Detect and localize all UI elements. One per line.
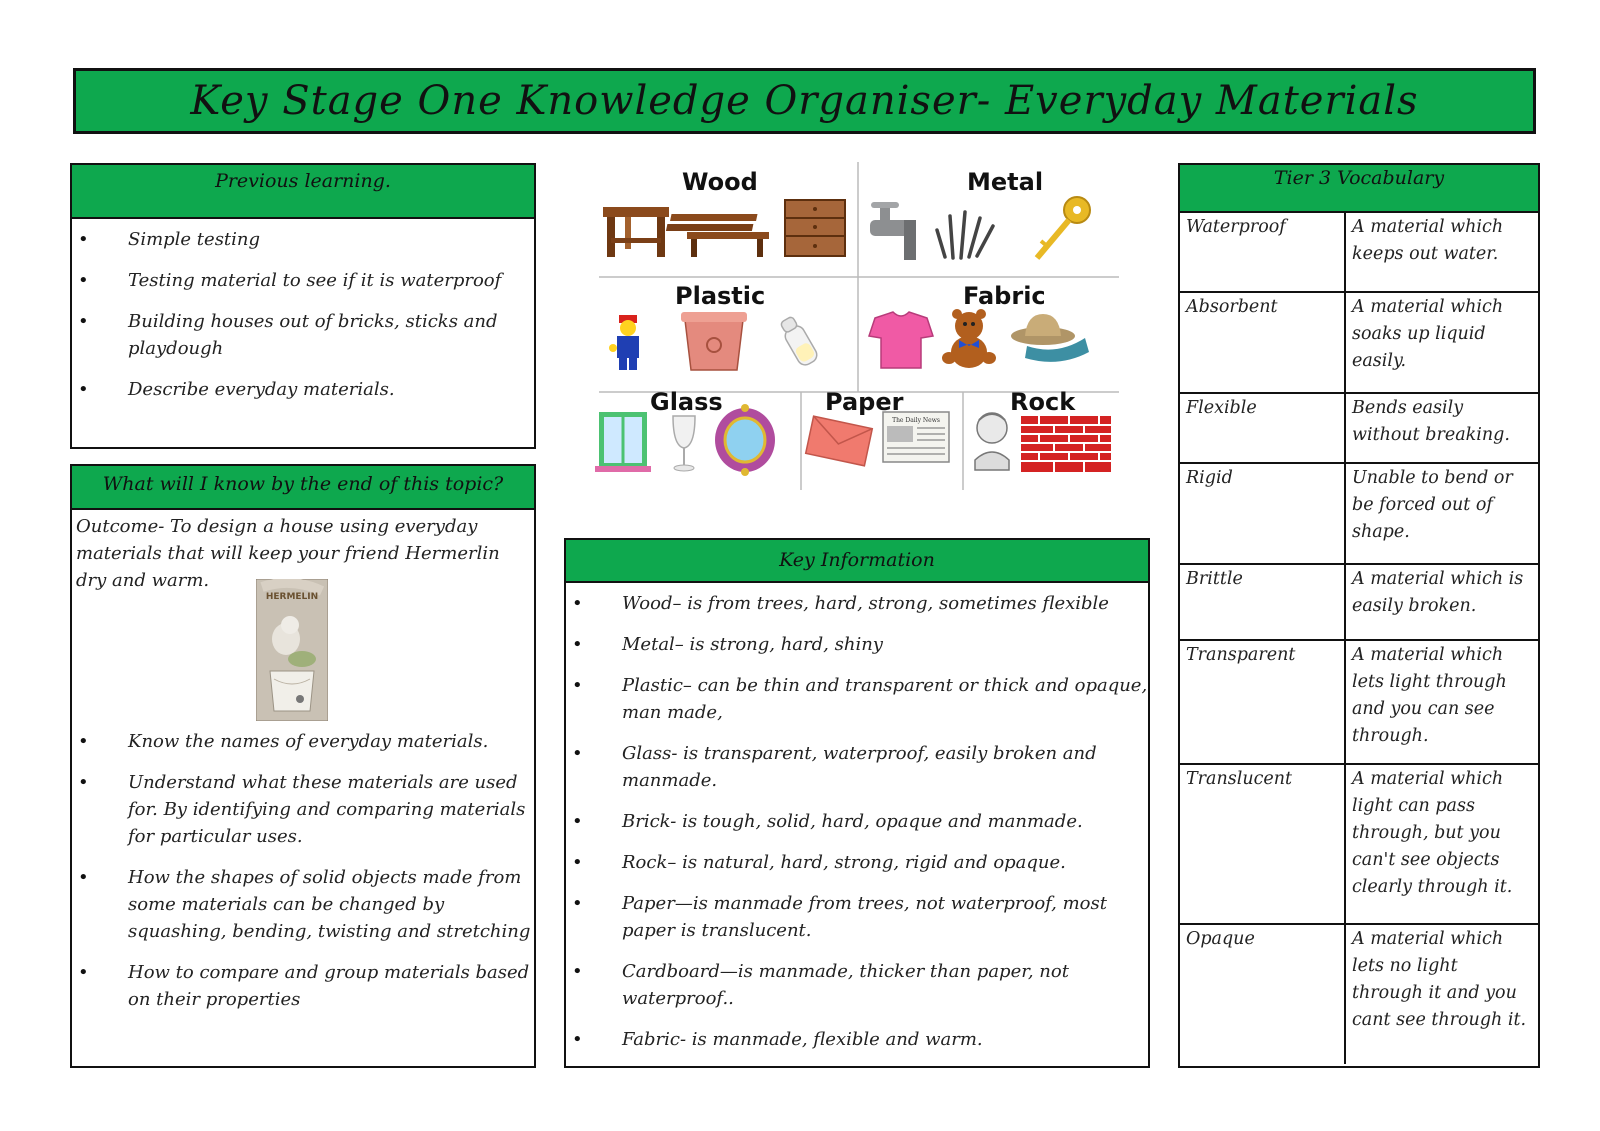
- metal-nails-icon: [937, 212, 993, 258]
- list-item: • Glass- is transparent, waterproof, easily broken and manmade.: [566, 740, 1148, 794]
- fabric-tshirt-icon: [869, 312, 933, 368]
- fabric-label: Fabric: [963, 282, 1046, 310]
- page-title: Key Stage One Knowledge Organiser- Everyday Materials: [190, 78, 1419, 124]
- vocab-definition: A material which keeps out water.: [1352, 217, 1504, 264]
- metal-tap-icon: [870, 202, 916, 260]
- vocab-term: Transparent: [1180, 640, 1345, 764]
- wood-bench-icon: [666, 214, 769, 257]
- vocab-definition: Bends easily without breaking.: [1345, 393, 1538, 463]
- glass-mirror-icon: [715, 404, 775, 476]
- rock-label: Rock: [1010, 388, 1076, 416]
- table-row: [1180, 564, 1538, 640]
- glass-wineglass-icon: [673, 416, 695, 471]
- vocabulary-panel: [1178, 163, 1540, 1068]
- list-item: • Cardboard—is manmade, thicker than paper, not waterproof..: [566, 958, 1148, 1012]
- list-item: • Brick- is tough, solid, hard, opaque and manmade.: [566, 808, 1148, 835]
- table-row: [1180, 213, 1538, 292]
- vocab-term: Flexible: [1180, 393, 1345, 463]
- know-by-end-panel: [70, 464, 536, 1068]
- list-item: • Building houses out of bricks, sticks and playdough: [72, 308, 534, 362]
- fabric-hat-scarf-icon: [1011, 314, 1089, 362]
- glass-label: Glass: [650, 388, 723, 416]
- list-item: • How to compare and group materials based on their properties: [72, 959, 534, 1013]
- paper-envelope-icon: [806, 416, 873, 466]
- know-by-end-heading: What will I know by the end of this topic?: [72, 466, 534, 510]
- materials-grid-lines: [595, 160, 1125, 490]
- rock-bust-icon: [975, 413, 1009, 470]
- list-item: • Understand what these materials are used for. By identifying and comparing materials for particular uses.: [72, 769, 534, 850]
- plastic-bin-icon: [681, 312, 747, 370]
- vocab-definition: A material which lets light through and you can see through.: [1345, 640, 1538, 764]
- list-item: • Plastic– can be thin and transparent or thick and opaque, man made,: [566, 672, 1148, 726]
- plastic-label: Plastic: [675, 282, 766, 310]
- vocab-term: Waterproof: [1180, 213, 1345, 292]
- plastic-bottle-icon: [777, 314, 819, 367]
- list-item: • Know the names of everyday materials.: [72, 728, 534, 755]
- vocab-term: Translucent: [1180, 764, 1345, 924]
- key-information-panel: [564, 538, 1150, 1068]
- rock-bricks-icon: [1021, 416, 1111, 472]
- vocab-definition: A material which lets no light through it and you cant see through it.: [1345, 924, 1538, 1064]
- list-item: • Rock– is natural, hard, strong, rigid and opaque.: [566, 849, 1148, 876]
- table-row: [1180, 292, 1538, 393]
- vocab-term: Absorbent: [1180, 292, 1345, 393]
- wood-label: Wood: [682, 168, 758, 196]
- vocab-term: Brittle: [1180, 564, 1345, 640]
- list-item: • Metal– is strong, hard, shiny: [566, 631, 1148, 658]
- newspaper-title: The Daily News: [892, 417, 940, 424]
- key-information-list: [566, 583, 1148, 1053]
- list-item: • Wood– is from trees, hard, strong, sometimes flexible: [566, 590, 1148, 617]
- previous-learning-list: [72, 219, 534, 403]
- vocabulary-heading: Tier 3 Vocabulary: [1180, 165, 1538, 213]
- hermelin-book-image: [256, 579, 328, 721]
- vocab-definition: A material which soaks up liquid easily.: [1345, 292, 1538, 393]
- vocab-definition: A material which is easily broken.: [1345, 564, 1538, 640]
- list-item: • How the shapes of solid objects made from some materials can be changed by squashing, bending, twisting and stretching: [72, 864, 534, 945]
- paper-newspaper-icon: [883, 412, 949, 462]
- list-item: • Paper—is manmade from trees, not waterproof, most paper is translucent.: [566, 890, 1148, 944]
- title-banner: [73, 68, 1536, 134]
- wood-table-icon: [603, 207, 669, 257]
- vocab-term: Rigid: [1180, 463, 1345, 564]
- metal-key-icon: [1037, 197, 1090, 258]
- table-row: [1180, 393, 1538, 463]
- wood-dresser-icon: [785, 200, 845, 256]
- metal-label: Metal: [967, 168, 1044, 196]
- vocab-definition: Unable to bend or be forced out of shape.: [1345, 463, 1538, 564]
- hermelin-title: HERMELIN: [265, 592, 319, 602]
- list-item: • Testing material to see if it is waterproof: [72, 267, 534, 294]
- previous-learning-heading: Previous learning.: [72, 165, 534, 219]
- list-item: • Fabric- is manmade, flexible and warm.: [566, 1026, 1148, 1053]
- materials-picture-grid: [595, 160, 1125, 490]
- list-item: • Simple testing: [72, 226, 534, 253]
- table-row: [1180, 463, 1538, 564]
- vocab-definition: A material which light can pass through, but you can't see objects clearly through it.: [1345, 764, 1538, 924]
- table-row: [1180, 924, 1538, 1064]
- vocab-term: Opaque: [1180, 924, 1345, 1064]
- vocabulary-table: [1180, 213, 1538, 1064]
- table-row: [1180, 640, 1538, 764]
- fabric-teddy-icon: [942, 309, 996, 368]
- previous-learning-panel: [70, 163, 536, 449]
- glass-window-icon: [595, 412, 651, 472]
- paper-label: Paper: [825, 388, 904, 416]
- outcome-text: Outcome- To design a house using everyday materials that will keep your friend Hermerlin dry and warm.: [76, 516, 500, 591]
- table-row: [1180, 764, 1538, 924]
- list-item: • Describe everyday materials.: [72, 376, 534, 403]
- key-information-heading: Key Information: [566, 540, 1148, 583]
- know-by-end-list: [72, 728, 534, 1027]
- plastic-figure-icon: [609, 315, 639, 370]
